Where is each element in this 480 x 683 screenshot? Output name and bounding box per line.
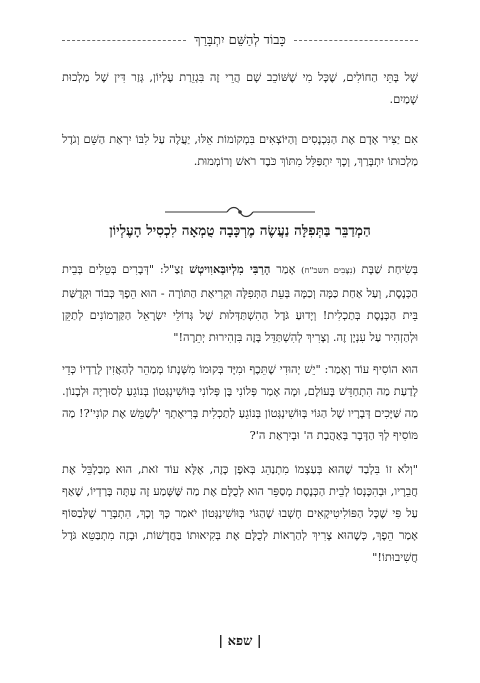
paragraph-3-rebbe: הָרַבִּי מִלְיוּבַּאוִויטְשׁ [189,262,271,276]
paragraph-3-date: (נִצָּבִים תשכ"ח) [301,266,356,276]
header-rule-left [62,40,186,41]
section-heading: הַמְדַבֵּר בַּתְּפִלָּה נַעֲשֶׂה מֶרְכָּבָה טֻמְאָה לִכְסִיל הָעֶלְיוֹן [109,223,371,239]
paragraph-5 [62,458,418,568]
paragraph-continuation [62,66,418,110]
paragraph-3-text [62,258,418,348]
paragraph-3 [62,258,418,348]
paragraph-4-text: הוּא הוֹסִיף עוֹד וְאָמַר: "יֵשׁ יְהוּדִי שֶׁתֵּכֶף וּמִיָּד בְּקוּמוֹ מִשְּׁנָתוֹ מְמַהֵר לְהַאֲזִין לָרַדְיוֹ כְּדֵי לָדַעַת מַה הִתְחַדֵּשׁ בָּעוֹלָם, וּמָה אָמַר פְּלוֹנִי בֶּן פְּלוֹנִי בְּוּוֹשִׁינְגְּטוֹן בְּנוֹגֵעַ לְסוּרְיָה וּלְבָנוֹן. מַה שַּׁיָּכִים דְּבָרָיו שֶׁל הַגּוֹי בְּוּוֹשִׁינְגְּטוֹן בְּנוֹגֵעַ לְתַכְלִית בְּרִיאָתְךָ 'לְשַׁמֵּשׁ אֶת קוֹנִי'?! מַה מּוֹסִיף לְךָ הַדָּבָר בְּאַהֲבַת ה' וּבְיִרְאַת ה'? [62,362,418,442]
paragraph-5-text: "וְלֹא זוֹ בִּלְבַד שֶׁהוּא בְּעַצְמוֹ מִתְנַהֵג בְּאֹפֶן כָּזֶה, אֶלָּא עוֹד זֹאת, הוּא מְבַלְבֵּל אֶת חֲבֵרָיו, וּבְהִכָּנְסוֹ לְבֵית הַכְּנֶסֶת מְסַפֵּר הוּא לְכֻלָּם אֶת מַה שֶּׁשָּׁמַע זֶה עַתָּה בָּרַדְיוֹ, שֶׁאַף עַל פִּי שֶׁכָּל הַפּוֹלִיטִיקָאִים חָשְׁבוּ שֶׁהַגּוֹי בְּוּוֹשִׁינְגְּטוֹן יֹאמַר כָּךְ וְכָךְ, הִתְבָּרֵר שֶׁלְּבַסּוֹף אָמַר הֵפֶךְ, כְּשֶׁהוּא צָרִיךְ לְהַרְאוֹת לְכֻלָּם אֶת בְּקִיאוּתוֹ בַּחֲדָשׁוֹת, וּבָזֶה מִתְבַּטֵּא גֹּדֶל חֲשִׁיבוּתוֹ!" [62,462,418,564]
header-rule-right [294,40,418,41]
paragraph-4 [62,358,418,446]
paragraph-2 [62,128,418,172]
paragraph-2-text: אִם יַצִּיר אָדָם אֶת הַנִּכְנָסִים וְהַיּוֹצְאִים בִּמְקוֹמוֹת אֵלּוּ, יַעֲלֶה עַל לִבּוֹ יִרְאַת הַשֵּׁם וְגֹדֶל מַלְכוּתוֹ יִתְבָּרַךְ, וְכָךְ יִתְפַּלֵּל מִתּוֹךְ כֹּבֶד רֹאשׁ וְרוֹמְמוּת. [62,132,418,168]
running-header-title: כָּבוֹד לְהַשֵּׁם יִתְבָּרַךְ [194,33,286,48]
paragraph-3-said: אָמַר [276,262,296,276]
running-header [62,30,418,50]
paragraph-3-intro: בְּשִׂיחַת שַׁבָּת [361,262,419,276]
paragraph-1-text: שֶׁל בָּתֵּי הַחוֹלִים, שֶׁכָּל מִי שֶׁשּׁוֹכֵב שָׁם הֲרֵי זֶה בִּגְזֵרַת עֶלְיוֹן, גְּזַר דִּין שֶׁל מַלְכוּת שָׁמַיִם. [62,70,418,106]
paragraph-3-rest: זַצַ"ל: "דְּבָרִים בְּטֵלִים בְּבֵית הַכְּנֶסֶת, וְעַל אַחַת כַּמָּה וְכַמָּה בְּעֵת הַתְּפִלָּה וּקְרִיאַת הַתּוֹרָה - הוּא הֵפֶךְ כְּבוֹד וּקְדֻשַּׁת בֵּית הַכְּנֶסֶת בְּתַכְלִית! וְיָדוּעַ גֹּדֶל הַהִשְׁתַּדְּלוּת שֶׁל גְּדוֹלֵי יִשְׂרָאֵל הַקַּדְמוֹנִים לְתַקֵּן וּלְהַזְהִיר עַל עִנְיָן זֶה. וְצָרִיךְ לְהִשְׁתַּדֵּל בָּזֶה בִּזְהִירוּת יְתֵרָה!" [62,262,418,344]
section-divider-ornament [165,202,315,222]
page-number: | שפא | [218,634,262,649]
